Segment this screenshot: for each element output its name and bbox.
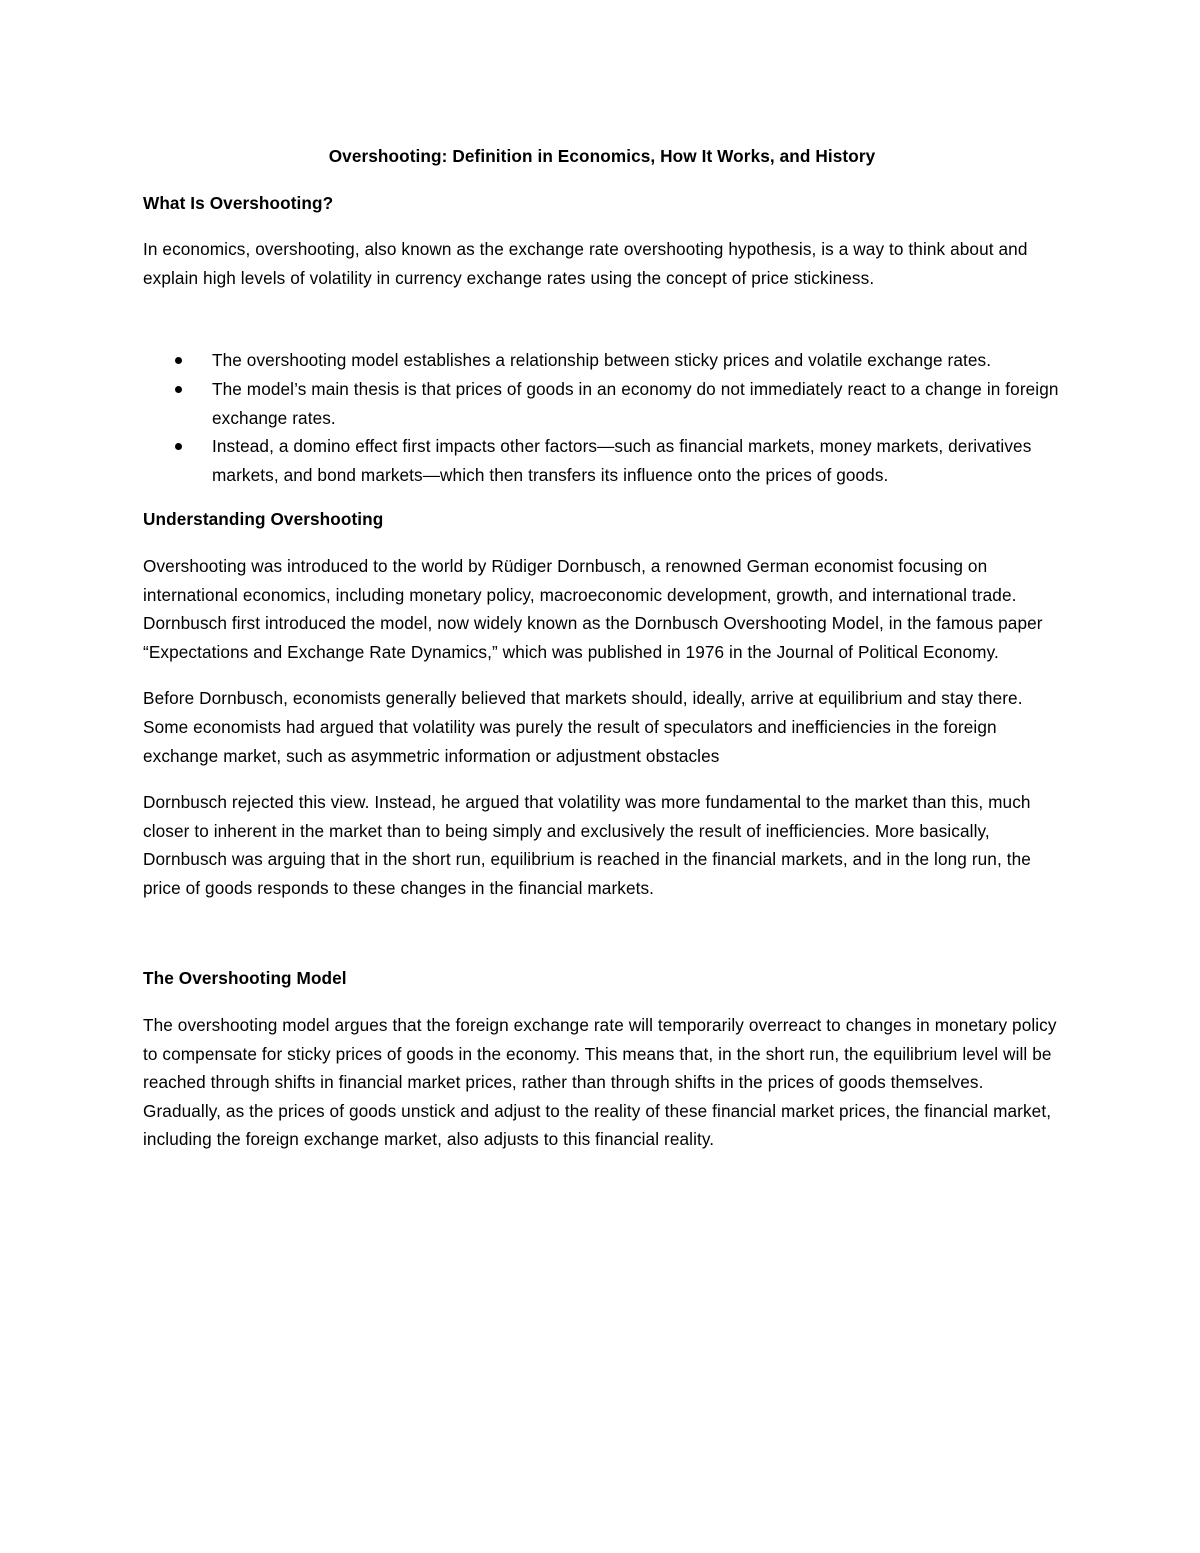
list-item-text: Instead, a domino effect first impacts other factors—such as financial markets, money markets, derivatives markets, and bond markets—which then transfers its influence onto the prices of goods. [212, 436, 1032, 485]
document-title: Overshooting: Definition in Economics, How It Works, and History [328, 146, 876, 166]
list-item [143, 346, 1061, 375]
list-item [143, 375, 1061, 432]
heading-overshooting-model: The Overshooting Model [143, 968, 347, 989]
bullet-icon [175, 443, 182, 450]
heading-understanding-overshooting: Understanding Overshooting [143, 509, 384, 530]
body-paragraph: Dornbusch rejected this view. Instead, he argued that volatility was more fundamental to the market than this, much closer to inherent in the market than to being simply and exclusively the result of inefficiencies. More basically, Dornbusch was arguing that in the short run, equilibrium is reached in the financial markets, and in the long run, the price of goods responds to these changes in the financial markets. [143, 792, 1031, 898]
blank-line [143, 920, 1061, 964]
bullet-icon [175, 386, 182, 393]
list-item-text: The overshooting model establishes a relationship between sticky prices and volatile exchange rates. [212, 350, 992, 371]
blank-line [143, 310, 1061, 346]
list-item-text: The model’s main thesis is that prices of goods in an economy do not immediately react to a change in foreign exchange rates. [212, 378, 1059, 428]
list-item [143, 432, 1061, 489]
body-paragraph: Overshooting was introduced to the world by Rüdiger Dornbusch, a renowned German economist focusing on international economics, including monetary policy, macroeconomic development, growth, and international trade. Dornbusch first introduced the model, now widely known as the Dornbusch Overshooting Model, in the famous paper “Expectations and Exchange Rate Dynamics,” which was published in 1976 in the Journal of Political Economy. [143, 555, 1043, 662]
body-paragraph: Before Dornbusch, economists generally believed that markets should, ideally, arrive at equilibrium and stay there. Some economists had argued that volatility was purely the result of speculators and inefficiencies in the foreign exchange market, such as asymmetric information or adjustment obstacles [143, 688, 1023, 766]
intro-paragraph: In economics, overshooting, also known as the exchange rate overshooting hypothesis, is a way to think about and explain high levels of volatility in currency exchange rates using the concept of price stickiness. [143, 239, 1028, 288]
document-body [143, 142, 1061, 1172]
body-paragraph: The overshooting model argues that the foreign exchange rate will temporarily overreact to changes in monetary policy to compensate for sticky prices of goods in the economy. This means that, in the short run, the equilibrium level will be reached through shifts in financial market prices, rather than through shifts in the prices of goods themselves. Gradually, as the prices of goods unstick and adjust to the reality of these financial market prices, the financial market, including the foreign exchange market, also adjusts to this financial reality. [143, 1015, 1057, 1150]
bullet-icon [175, 357, 182, 364]
heading-what-is-overshooting: What Is Overshooting? [143, 192, 334, 213]
key-points-list [143, 346, 1061, 489]
